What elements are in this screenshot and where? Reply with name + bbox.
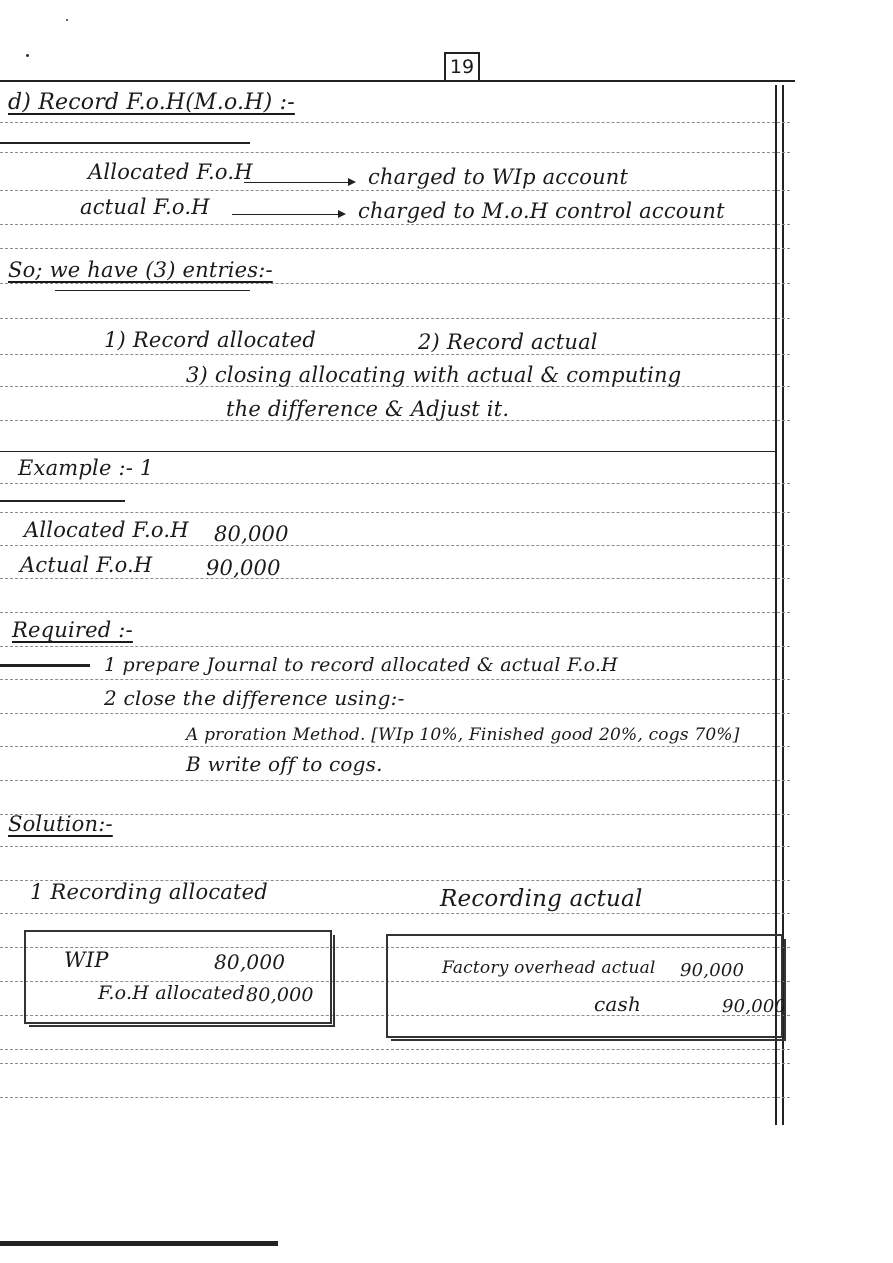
journal-credit-account: F.o.H allocated [98,982,245,1004]
required-heading: Required :- [12,618,133,642]
scan-speck [26,54,29,57]
scan-speck [66,19,68,21]
given-allocated-value: 80,000 [214,522,289,546]
actual-label: actual F.o.H [80,195,210,219]
ruled-line [0,318,790,319]
arrow-right-icon [244,182,354,183]
entry-3-line-2: the difference & Adjust it. [226,397,510,421]
ruled-line [0,679,790,680]
ruled-line [0,354,790,355]
journal-debit-amount: 80,000 [214,950,286,974]
entry-2: 2) Record actual [418,330,598,354]
ruled-line [0,248,790,249]
solution-2-label: Recording actual [440,886,643,912]
ruled-line [0,122,790,123]
required-2b: B write off to cogs. [186,752,383,776]
required-1: 1 prepare Journal to record allocated & actual F.o.H [104,654,618,676]
required-2a: A proration Method. [WIp 10%, Finished good 20%, cogs 70%] [186,725,740,745]
ruled-line [0,190,790,191]
ruled-line [0,1049,790,1050]
ruled-line [0,578,790,579]
section-heading: d) Record F.o.H(M.o.H) :- [8,90,295,115]
ruled-line [0,713,790,714]
actual-target: charged to M.o.H control account [358,199,725,223]
example-heading: Example :- 1 [18,456,154,480]
journal-credit-amount: 80,000 [246,984,314,1006]
journal-debit-account: WIP [64,948,109,972]
ruled-line [0,646,790,647]
allocated-target: charged to WIp account [368,165,629,189]
given-actual-label: Actual F.o.H [20,553,153,577]
ruled-line [0,1063,790,1064]
ruled-line [0,224,790,225]
arrow-right-icon [232,214,344,215]
ruled-line [0,1097,790,1098]
ruled-line [0,283,790,284]
solution-heading: Solution:- [8,812,113,836]
journal-debit-account: Factory overhead actual [442,958,656,978]
ruled-line [0,152,790,153]
ruled-line [0,814,790,815]
entry-3-line-1: 3) closing allocating with actual & computing [186,363,682,387]
ruled-line [0,780,790,781]
ruled-line [0,545,790,546]
allocated-label: Allocated F.o.H [88,160,253,184]
journal-entry-actual [386,934,787,1038]
entry-1: 1) Record allocated [104,328,317,352]
heading-double-underline [0,500,125,502]
ruled-line [0,846,790,847]
required-double-rule [0,664,90,667]
given-allocated-label: Allocated F.o.H [24,518,189,542]
solution-1-label: 1 Recording allocated [30,880,268,904]
ruled-line [0,746,790,747]
journal-debit-amount: 90,000 [680,960,745,981]
ruled-line [0,512,790,513]
section-rule [0,451,775,452]
ruled-line [0,913,790,914]
entries-underline [55,290,250,291]
journal-entry-allocated [24,930,332,1024]
entries-intro: So; we have (3) entries:- [8,258,273,282]
page-number: 19 [444,52,480,80]
journal-credit-account: cash [594,992,642,1016]
top-rule [0,80,795,82]
required-2: 2 close the difference using:- [104,686,405,710]
journal-credit-amount: 90,000 [722,996,787,1017]
scan-edge-bar [0,1241,278,1246]
heading-double-underline [0,142,250,144]
ruled-line [0,483,790,484]
given-actual-value: 90,000 [206,556,281,580]
ruled-line [0,612,790,613]
